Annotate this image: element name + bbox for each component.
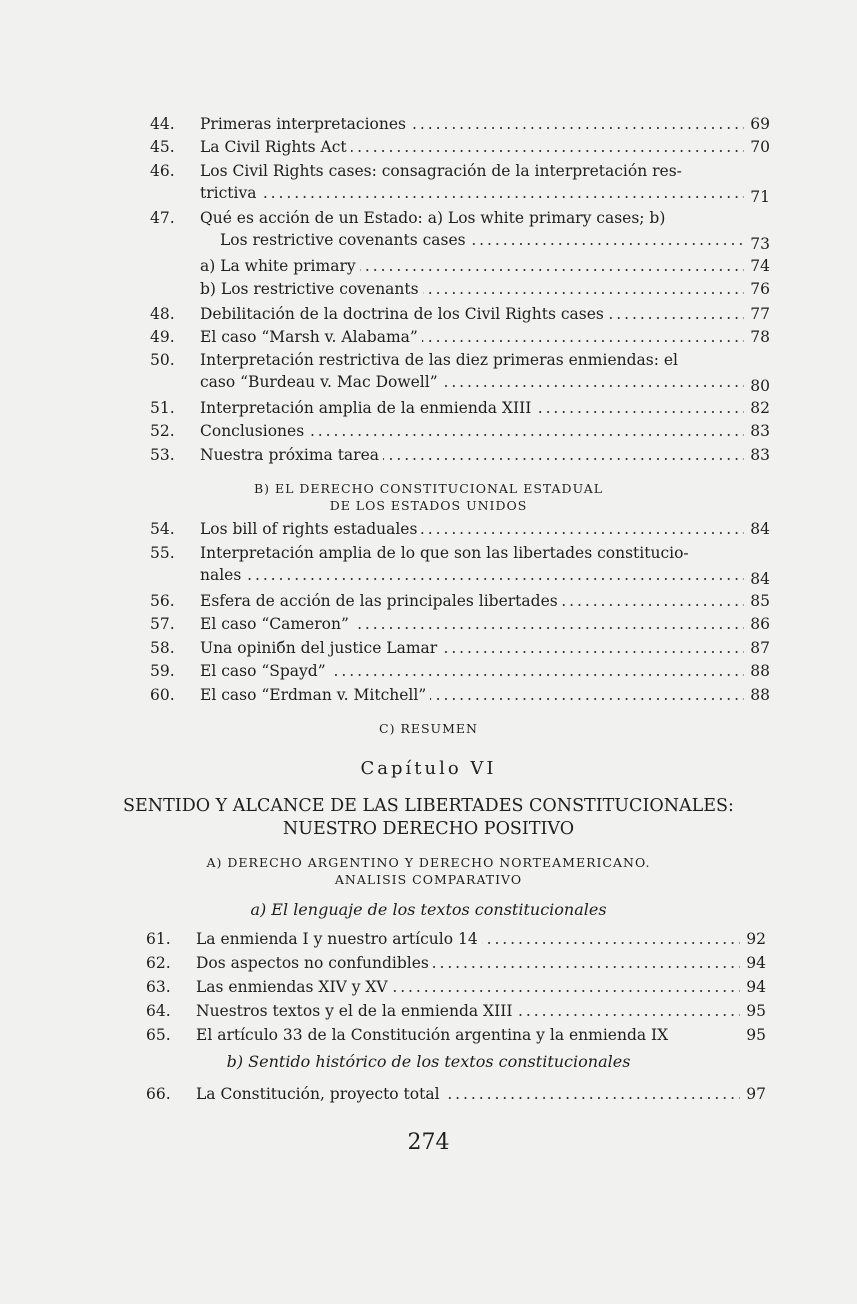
toc-entry-56 bbox=[150, 590, 770, 612]
toc-entry-64 bbox=[146, 1000, 766, 1022]
entry-page: 70 bbox=[744, 136, 770, 158]
section-c-heading: C) RESUMEN bbox=[379, 721, 478, 736]
chapter-heading: Capítulo VI bbox=[360, 758, 497, 779]
entry-number: 56. bbox=[150, 592, 175, 610]
entry-page: 92 bbox=[740, 928, 766, 950]
entry-title: b) Los restrictive covenants bbox=[200, 280, 423, 298]
entry-title: La enmienda I y nuestro artículo 14 bbox=[196, 930, 482, 948]
entry-number: 47. bbox=[150, 209, 175, 227]
section-a-heading-line-1: A) DERECHO ARGENTINO Y DERECHO NORTEAMERICANO. bbox=[206, 855, 651, 870]
entry-title-line-1: Interpretación restrictiva de las diez primeras enmiendas: el bbox=[200, 351, 682, 369]
toc-entry-63 bbox=[146, 976, 766, 998]
page-number: 274 bbox=[407, 1130, 450, 1155]
toc-entry-46 bbox=[150, 160, 770, 206]
toc-entry-60 bbox=[150, 684, 770, 706]
chapter-title-line-1: SENTIDO Y ALCANCE DE LAS LIBERTADES CONSTITUCIONALES: bbox=[123, 796, 734, 816]
entry-title: Debilitación de la doctrina de los Civil Rights cases bbox=[200, 305, 608, 323]
entry-number: 62. bbox=[146, 954, 171, 972]
entry-title: Una opiniбn del justice Lamar bbox=[200, 639, 441, 657]
entry-number: 44. bbox=[150, 115, 175, 133]
entry-page: 78 bbox=[744, 326, 770, 348]
entry-title: Dos aspectos no confundibles bbox=[196, 954, 433, 972]
entry-page: 84 bbox=[744, 568, 770, 590]
entry-title: La Civil Rights Act bbox=[200, 138, 351, 156]
toc-entry-57 bbox=[150, 613, 770, 635]
entry-title-line-2: trictiva bbox=[200, 184, 260, 202]
entry-number: 64. bbox=[146, 1002, 171, 1020]
entry-title-line-1: Interpretación amplia de lo que son las libertades constitucio- bbox=[200, 544, 693, 562]
entry-number: 48. bbox=[150, 305, 175, 323]
entry-page: 97 bbox=[740, 1083, 766, 1105]
toc-entry-51 bbox=[150, 397, 770, 419]
entry-number: 57. bbox=[150, 615, 175, 633]
entry-number: 51. bbox=[150, 399, 175, 417]
entry-page: 69 bbox=[744, 113, 770, 135]
toc-entry-61 bbox=[146, 928, 766, 950]
entry-number: 66. bbox=[146, 1085, 171, 1103]
toc-entry-45 bbox=[150, 136, 770, 158]
toc-entry-50 bbox=[150, 349, 770, 395]
entry-page: 83 bbox=[744, 444, 770, 466]
toc-entry-65 bbox=[146, 1024, 766, 1046]
toc-entry-53 bbox=[150, 444, 770, 466]
entry-title: El caso “Cameron” bbox=[200, 615, 353, 633]
entry-title: Nuestros textos y el de la enmienda XIII bbox=[196, 1002, 516, 1020]
entry-page: 80 bbox=[744, 375, 770, 397]
toc-entry-44 bbox=[150, 113, 770, 135]
entry-page: 85 bbox=[744, 590, 770, 612]
entry-title: El artículo 33 de la Constitución argentina y la enmienda IX bbox=[196, 1026, 672, 1044]
entry-page: 71 bbox=[744, 186, 770, 208]
entry-number: 60. bbox=[150, 686, 175, 704]
subsection-b-heading: b) Sentido histórico de los textos constitucionales bbox=[226, 1052, 631, 1071]
entry-number: 54. bbox=[150, 520, 175, 538]
entry-title-line-1: Qué es acción de un Estado: a) Los white primary cases; b) bbox=[200, 209, 669, 227]
entry-page: 73 bbox=[744, 233, 770, 255]
toc-entry-47a bbox=[150, 255, 770, 277]
section-b-heading-line-1: B) EL DERECHO CONSTITUCIONAL ESTADUAL bbox=[253, 481, 604, 496]
toc-entry-47b bbox=[150, 278, 770, 300]
entry-title-line-2: nales bbox=[200, 566, 245, 584]
entry-title: La Constitución, proyecto total bbox=[196, 1085, 444, 1103]
entry-page: 94 bbox=[740, 976, 766, 998]
entry-page: 74 bbox=[744, 255, 770, 277]
toc-entry-48 bbox=[150, 303, 770, 325]
toc-entry-58 bbox=[150, 637, 770, 659]
entry-page: 95 bbox=[740, 1000, 766, 1022]
entry-page: 77 bbox=[744, 303, 770, 325]
entry-page: 83 bbox=[744, 420, 770, 442]
entry-title-line-2: Los restrictive covenants cases bbox=[220, 231, 470, 249]
section-a-heading-line-2: ANALISIS COMPARATIVO bbox=[334, 872, 523, 887]
entry-title: Interpretación amplia de la enmienda XIII bbox=[200, 399, 535, 417]
entry-page: 84 bbox=[744, 518, 770, 540]
entry-title: El caso “Erdman v. Mitchell” bbox=[200, 686, 430, 704]
subsection-a-heading: a) El lenguaje de los textos constitucionales bbox=[250, 900, 607, 919]
entry-title: Nuestra próxima tarea bbox=[200, 446, 383, 464]
entry-number: 61. bbox=[146, 930, 171, 948]
entry-number: 46. bbox=[150, 162, 175, 180]
chapter-title-line-2: NUESTRO DERECHO POSITIVO bbox=[282, 819, 575, 839]
entry-number: 45. bbox=[150, 138, 175, 156]
entry-number: 49. bbox=[150, 328, 175, 346]
section-b-heading-line-2: DE LOS ESTADOS UNIDOS bbox=[329, 498, 528, 513]
entry-number: 52. bbox=[150, 422, 175, 440]
entry-page: 76 bbox=[744, 278, 770, 300]
toc-entry-49 bbox=[150, 326, 770, 348]
toc-entry-62 bbox=[146, 952, 766, 974]
entry-number: 59. bbox=[150, 662, 175, 680]
entry-page: 94 bbox=[740, 952, 766, 974]
entry-title: Las enmiendas XIV y XV bbox=[196, 978, 392, 996]
entry-title: Los bill of rights estaduales bbox=[200, 520, 421, 538]
entry-title-line-1: Los Civil Rights cases: consagración de la interpretación res- bbox=[200, 162, 686, 180]
entry-page: 88 bbox=[744, 660, 770, 682]
toc-entry-54 bbox=[150, 518, 770, 540]
entry-title: El caso “Marsh v. Alabama” bbox=[200, 328, 422, 346]
entry-number: 55. bbox=[150, 544, 175, 562]
entry-title: Esfera de acción de las principales libertades bbox=[200, 592, 562, 610]
toc-entry-66 bbox=[146, 1083, 766, 1105]
toc-entry-52 bbox=[150, 420, 770, 442]
entry-title: a) La white primary bbox=[200, 257, 360, 275]
entry-title: Conclusiones bbox=[200, 422, 308, 440]
toc-entry-59 bbox=[150, 660, 770, 682]
entry-number: 63. bbox=[146, 978, 171, 996]
entry-page: 88 bbox=[744, 684, 770, 706]
entry-page: 82 bbox=[744, 397, 770, 419]
entry-number: 65. bbox=[146, 1026, 171, 1044]
entry-number: 50. bbox=[150, 351, 175, 369]
entry-title: El caso “Spayd” bbox=[200, 662, 330, 680]
entry-number: 58. bbox=[150, 639, 175, 657]
entry-title: Primeras interpretaciones bbox=[200, 115, 410, 133]
toc-entry-55 bbox=[150, 542, 770, 588]
entry-page: 95 bbox=[740, 1024, 766, 1046]
toc-entry-47 bbox=[150, 207, 770, 253]
entry-page: 86 bbox=[744, 613, 770, 635]
entry-number: 53. bbox=[150, 446, 175, 464]
entry-page: 87 bbox=[744, 637, 770, 659]
entry-title-line-2: caso “Burdeau v. Mac Dowell” bbox=[200, 373, 442, 391]
